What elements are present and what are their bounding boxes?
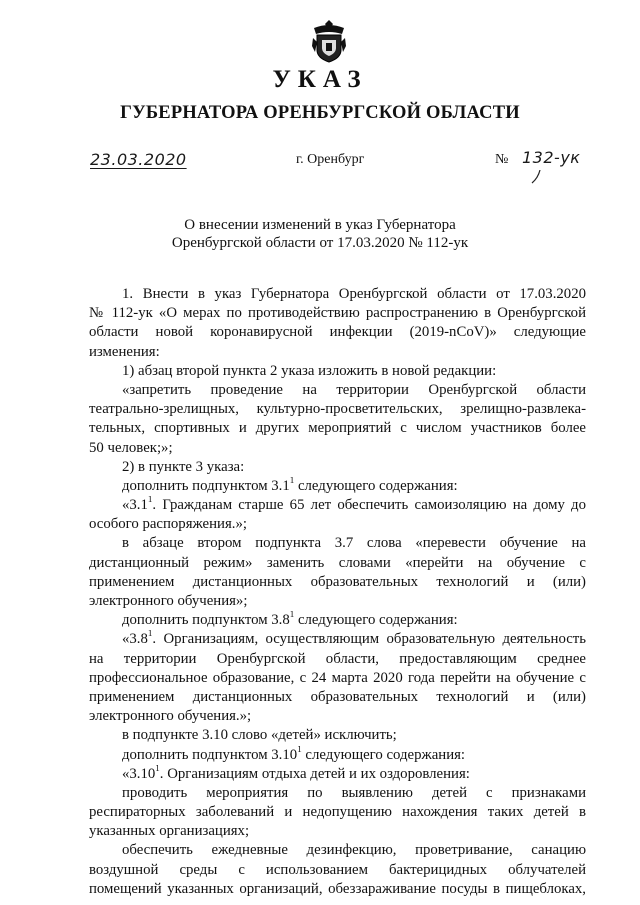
text-fragment: . Организациям отдыха детей и их оздоровления: (159, 765, 470, 782)
text-fragment: следующего содержания: (294, 477, 458, 494)
body-line: профессиональное образование, с 24 марта 2020 года перейти на обучение с (89, 669, 586, 686)
superscript: 1 (155, 764, 160, 773)
superscript: 1 (147, 496, 153, 505)
decree-city: г. Оренбург (296, 152, 365, 167)
body-line: проводить мероприятия по выявлению детей с признаками (122, 784, 586, 801)
decree-number-label: № (495, 152, 509, 167)
body-line: области новой коронавирусной инфекции (2019-nCoV)» следующие (89, 324, 586, 341)
text-fragment: . Гражданам старше 65 лет обеспечить самоизоляцию на дому до (152, 497, 586, 514)
body-line (89, 630, 586, 649)
body-line: применением дистанционных образовательных технологий и (или) (89, 573, 586, 590)
body-line: в подпункте 3.10 слово «детей» исключить; (122, 727, 397, 744)
decree-title: УКАЗ (272, 66, 368, 93)
body-line: 1. Внести в указ Губернатора Оренбургской области от 17.03.2020 (122, 286, 586, 302)
body-line: 2) в пункте 3 указа: (122, 458, 245, 475)
body-line (89, 496, 586, 515)
text-fragment: следующего содержания: (301, 746, 466, 763)
text-fragment: дополнить подпунктом 3.10 (122, 746, 298, 763)
body-line: обеспечить ежедневные дезинфекцию, проветривание, санацию (122, 842, 586, 859)
body-line: № 112-ук «О мерах по противодействию распространению в Оренбургской (89, 305, 586, 322)
text-fragment: «3.1 (122, 497, 148, 514)
body-line: воздушной среды с использованием бактерицидных облучателей (89, 861, 586, 878)
subject-line: О внесении изменений в указ Губернатора (184, 217, 456, 233)
handwritten-stroke (528, 170, 548, 184)
decree-subject (0, 216, 640, 252)
body-line: на территории Оренбургской области, предоставляющим среднее (89, 650, 586, 667)
text-fragment: дополнить подпунктом 3.1 (122, 477, 290, 494)
text-fragment: «3.8 (122, 631, 148, 648)
text-fragment: «3.10 (122, 765, 156, 782)
body-line: респираторных заболеваний и недопущению нахождения таких детей в (89, 804, 586, 821)
decree-number: 132-ук (522, 148, 581, 167)
body-line (89, 765, 586, 784)
body-line: электронного обучения»; (89, 593, 248, 609)
body-line: особого распоряжения.»; (89, 516, 247, 533)
text-fragment: следующего содержания: (294, 612, 458, 629)
superscript: 1 (297, 745, 302, 754)
superscript: 1 (289, 476, 295, 485)
body-line: 50 человек;»; (89, 439, 173, 456)
body-line: театрально-зрелищных, культурно-просветительских, зрелищно-развлека- (89, 401, 586, 418)
body-line: указанных организациях; (89, 823, 250, 840)
body-line (89, 746, 586, 765)
body-line: помещений указанных организаций, обеззараживание посуды в пищеблоках, (89, 880, 586, 897)
body-line: 1) абзац второй пункта 2 указа изложить в новой редакции: (122, 362, 497, 379)
decree-issuer: ГУБЕРНАТОРА ОРЕНБУРГСКОЙ ОБЛАСТИ (120, 103, 520, 123)
body-line: изменения: (89, 343, 160, 360)
body-line (89, 477, 586, 496)
body-line: применением дистанционных образовательных технологий и (или) (89, 688, 586, 705)
body-line (89, 611, 586, 630)
text-fragment: . Организациям, осуществляющим образовательную деятельность (152, 631, 586, 648)
superscript: 1 (147, 630, 153, 639)
body-line: тельных, спортивных и других мероприятий с числом участников более (89, 420, 586, 437)
body-line: в абзаце втором подпункта 3.7 слова «перевести обучение на (122, 535, 586, 552)
body-line: «запретить проведение на территории Оренбургской области (122, 381, 586, 398)
decree-date: 23.03.2020 (90, 150, 187, 169)
text-fragment: дополнить подпунктом 3.8 (122, 612, 290, 629)
body-line: дистанционный режим» заменить словами «перейти на обучение с (89, 554, 586, 571)
superscript: 1 (289, 611, 295, 620)
body-line: электронного обучения.»; (89, 708, 252, 725)
decree-body (89, 285, 586, 899)
coat-of-arms-emblem (311, 18, 347, 64)
subject-line: Оренбургской области от 17.03.2020 № 112-ук (171, 235, 469, 251)
